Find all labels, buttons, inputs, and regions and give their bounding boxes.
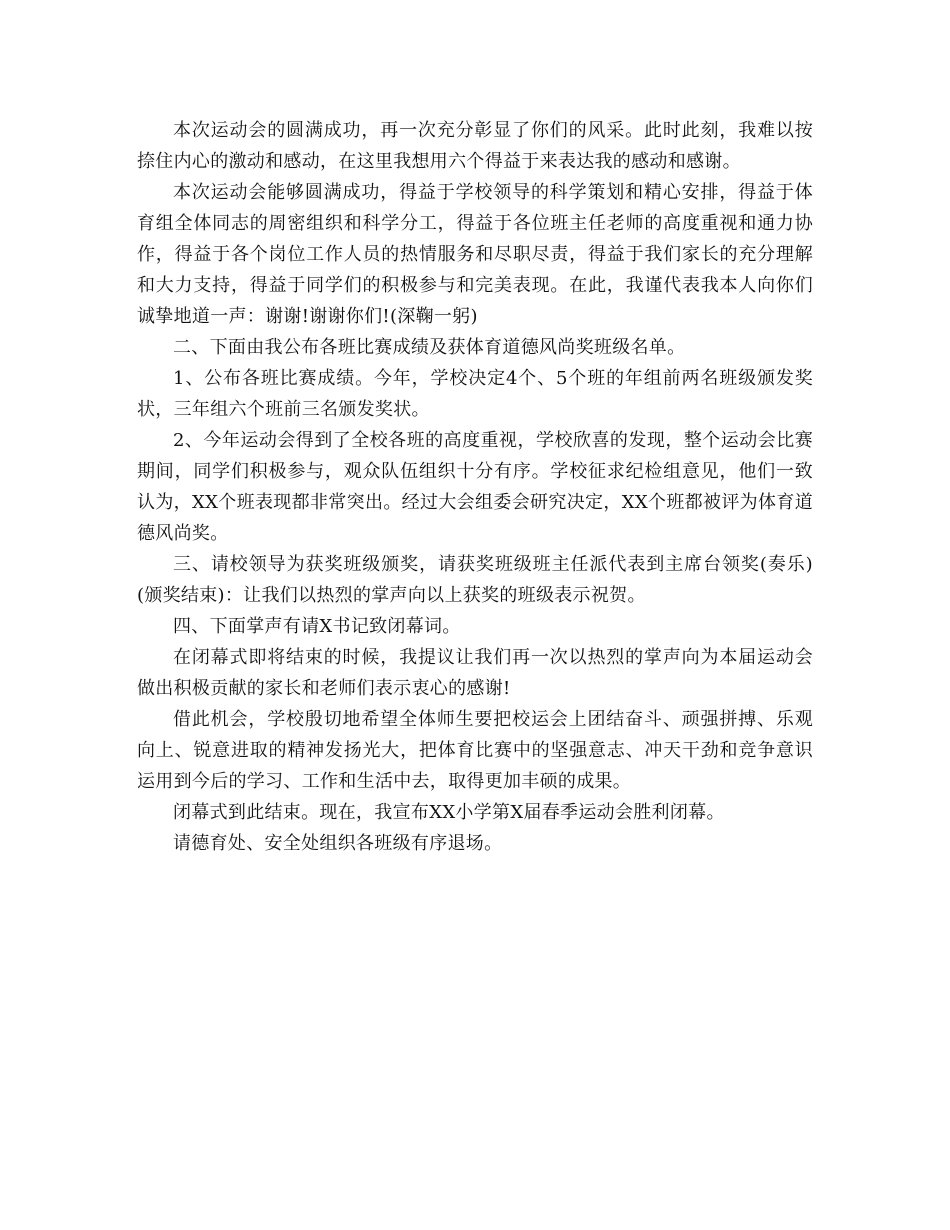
paragraph-award-ceremony: 三、请校领导为获奖班级颁奖，请获奖班级班主任派代表到主席台领奖(奏乐)(颁奖结束)：让我们以热烈的掌声向以上获奖的班级表示祝贺。	[137, 554, 813, 606]
paragraph-thanks-details: 本次运动会能够圆满成功，得益于学校领导的科学策划和精心安排，得益于体育组全体同志的周密组织和科学分工，得益于各位班主任老师的高度重视和通力协作，得益于各个岗位工作人员的热情服务和尽职尽责，得益于我们家长的充分理解和大力支持，得益于同学们的积极参与和完美表现。在此，我谨代表我本人向你们诚挚地道一声：谢谢!谢谢你们!(深鞠一躬)	[137, 182, 813, 327]
paragraph-section-four-heading: 四、下面掌声有请X书记致闭幕词。	[173, 616, 461, 637]
paragraph-closing-hopes: 借此机会，学校殷切地希望全体师生要把校运会上团结奋斗、顽强拼搏、乐观向上、锐意进取的精神发扬光大，把体育比赛中的坚强意志、冲天干劲和竞争意识运用到今后的学习、工作和生活中去，取得更加丰硕的成果。	[137, 709, 813, 792]
document-body	[137, 115, 813, 859]
paragraph-closing-thanks: 在闭幕式即将结束的时候，我提议让我们再一次以热烈的掌声向为本届运动会做出积极贡献的家长和老师们表示衷心的感谢!	[137, 647, 813, 699]
paragraph-results-announcement: 1、公布各班比赛成绩。今年，学校决定4个、5个班的年组前两名班级颁发奖状，三年组六个班前三名颁发奖状。	[137, 368, 813, 420]
paragraph-thanks-intro: 本次运动会的圆满成功，再一次充分彰显了你们的风采。此时此刻，我难以按捺住内心的激动和感动，在这里我想用六个得益于来表达我的感动和感谢。	[137, 120, 813, 172]
paragraph-closing-declaration: 闭幕式到此结束。现在，我宣布XX小学第X届春季运动会胜利闭幕。	[173, 802, 725, 823]
paragraph-sportsmanship-award: 2、今年运动会得到了全校各班的高度重视，学校欣喜的发现，整个运动会比赛期间，同学们积极参与，观众队伍组织十分有序。学校征求纪检组意见，他们一致认为，XX个班表现都非常突出。经过大会组委会研究决定，XX个班都被评为体育道德风尚奖。	[137, 430, 813, 544]
paragraph-section-two-heading: 二、下面由我公布各班比赛成绩及获体育道德风尚奖班级名单。	[173, 337, 686, 358]
paragraph-exit-instruction: 请德育处、安全处组织各班级有序退场。	[173, 833, 503, 854]
